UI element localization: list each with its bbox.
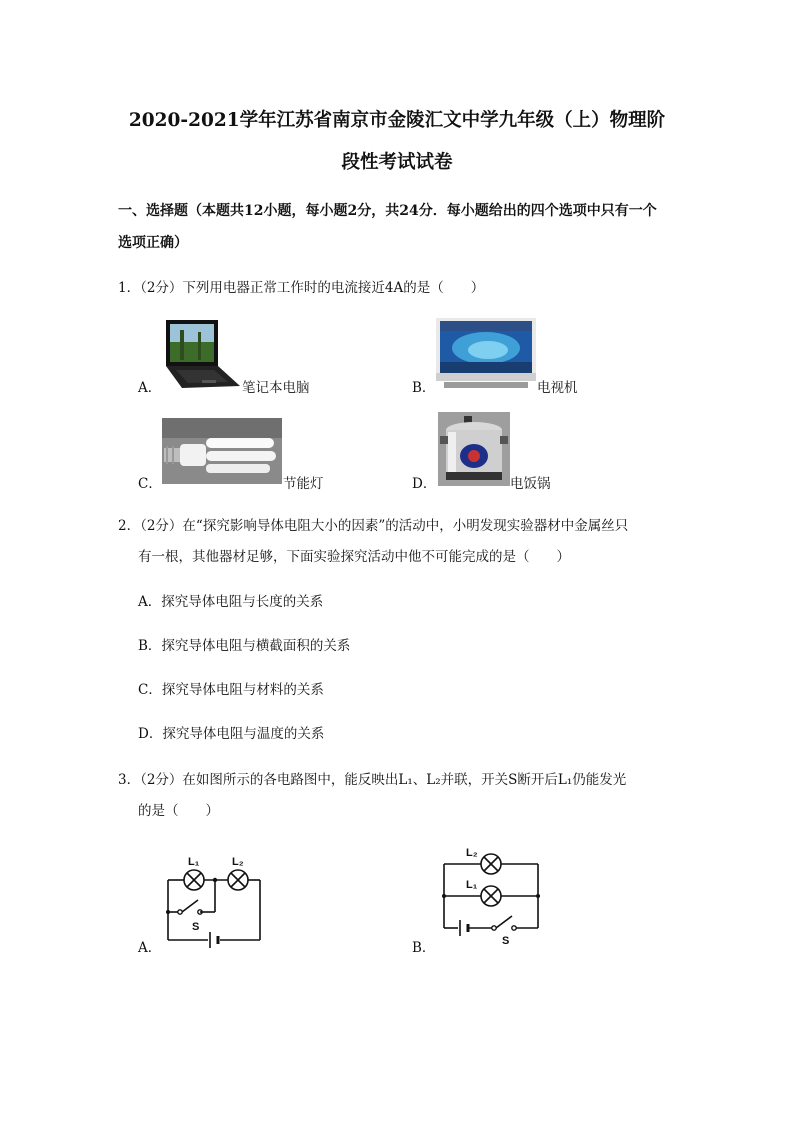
q1-option-d-caption: 电饭锅 <box>510 476 551 492</box>
q1-option-a-letter: A． <box>138 380 162 396</box>
television-image <box>436 318 536 390</box>
circuit-b-label-bottom: L₁ <box>466 879 478 891</box>
section-heading-line2: 选项正确） <box>118 235 188 251</box>
circuit-diagram-a <box>160 850 270 950</box>
page-title-line2: 段性考试试卷 <box>341 152 453 173</box>
rice-cooker-image <box>438 412 510 486</box>
question-1-stem: 1．（2分）下列用电器正常工作时的电流接近4A的是（ ） <box>118 280 485 296</box>
q1-option-d-letter: D． <box>412 476 437 492</box>
section-heading <box>118 195 688 259</box>
q2-option-a: A．探究导体电阻与长度的关系 <box>138 594 324 610</box>
question-2-stem-line2: 有一根，其他器材足够，下面实验探究活动中他不可能完成的是（ ） <box>138 549 570 565</box>
q1-option-b-caption: 电视机 <box>537 380 578 396</box>
section-heading-line1: 一、选择题（本题共12小题，每小题2分，共24分．每小题给出的四个选项中只有一个 <box>118 203 657 219</box>
q1-option-c-letter: C． <box>138 476 162 492</box>
circuit-a-label-l2: L₂ <box>232 856 244 868</box>
q3-option-b-letter: B． <box>412 940 436 956</box>
circuit-a-label-s: S <box>192 921 200 933</box>
q1-option-c-caption: 节能灯 <box>283 476 324 492</box>
q2-option-d: D．探究导体电阻与温度的关系 <box>138 726 325 742</box>
q1-option-b-letter: B． <box>412 380 436 396</box>
circuit-a-label-l1: L₁ <box>188 856 200 868</box>
laptop-image <box>162 318 242 390</box>
question-2-stem-line1: 2．（2分）在“探究影响导体电阻大小的因素”的活动中，小明发现实验器材中金属丝只 <box>118 518 629 534</box>
energy-saving-lamp-image <box>162 418 282 484</box>
circuit-b-label-top: L₂ <box>466 847 478 859</box>
q1-option-a-caption: 笔记本电脑 <box>242 380 310 396</box>
q2-option-c: C．探究导体电阻与材料的关系 <box>138 682 324 698</box>
q2-option-b: B．探究导体电阻与横截面积的关系 <box>138 638 351 654</box>
question-3-stem-line2: 的是（ ） <box>138 803 219 819</box>
question-3-stem-line1: 3．（2分）在如图所示的各电路图中，能反映出L₁、L₂并联，开关S断开后L₁仍能发光 <box>118 772 627 788</box>
page-title-line1: 2020-2021学年江苏省南京市金陵汇文中学九年级（上）物理阶 <box>128 110 666 131</box>
circuit-diagram-b <box>436 842 546 948</box>
circuit-b-label-s: S <box>502 935 510 947</box>
q3-option-a-letter: A． <box>138 940 162 956</box>
